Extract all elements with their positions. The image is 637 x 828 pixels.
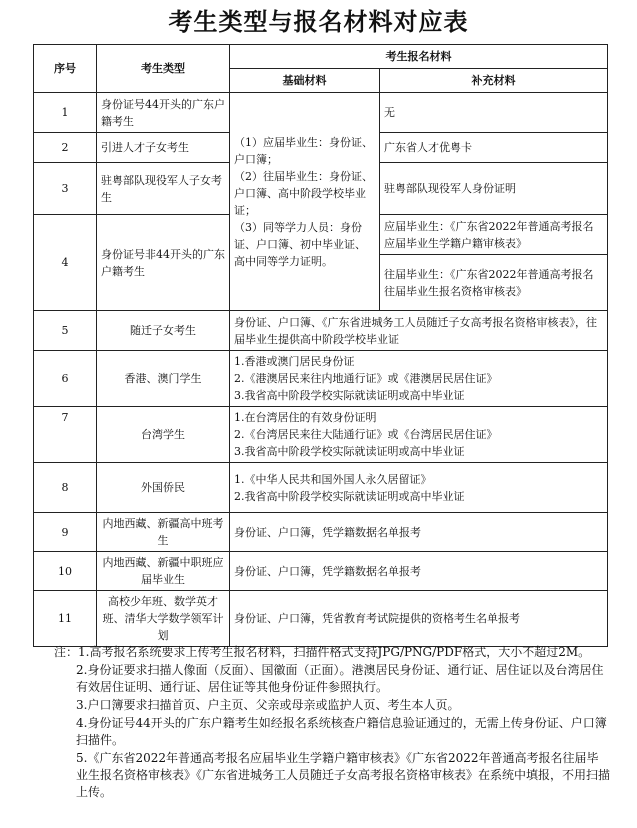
table-row [34, 93, 608, 133]
table-row [34, 311, 608, 351]
notes-section [54, 644, 610, 802]
note-item: 5.《广东省2022年普通高考报名应届毕业生学籍户籍审核表》《广东省2022年普通高考报名往届毕业生报名资格审核表》《广东省进城务工人员随迁子女高考报名资格审核表》在系统中填报，不用扫描上传。 [76, 751, 611, 799]
table-row [34, 463, 608, 513]
header-supplement: 补充材料 [380, 69, 608, 93]
material-line: 1.《中华人民共和国外国人永久居留证》 [234, 472, 432, 486]
row-materials: 身份证、户口簿，凭省教育考试院提供的资格考生名单报考 [230, 591, 608, 647]
row-type: 内地西藏、新疆高中班考生 [97, 513, 230, 552]
header-basic: 基础材料 [230, 69, 380, 93]
material-line: 1.香港或澳门居民身份证 [234, 355, 355, 368]
basic-item: （3）同等学力人员：身份证、户口簿、初中毕业证、高中同等学力证明。 [234, 220, 366, 268]
note-item: 2.身份证要求扫描人像面（反面）、国徽面（正面）。港澳居民身份证、通行证、居住证以及台湾居住有效居住证明、通行证、居住证等其他身份证件参照执行。 [76, 663, 604, 694]
row-number: 10 [34, 552, 97, 591]
row-materials: 身份证、户口簿，凭学籍数据名单报考 [230, 552, 608, 591]
header-materials: 考生报名材料 [230, 45, 608, 69]
row-type: 台湾学生 [97, 407, 230, 463]
row-materials [230, 407, 608, 463]
row-type: 身份证号非44开头的广东户籍考生 [97, 215, 230, 311]
row-supplement: 无 [380, 93, 608, 133]
row-type: 随迁子女考生 [97, 311, 230, 351]
table-row [34, 407, 608, 463]
row-type: 外国侨民 [97, 463, 230, 513]
material-line: 2.《港澳居民来往内地通行证》或《港澳居民居住证》 [234, 372, 498, 385]
header-type: 考生类型 [97, 45, 230, 93]
row-type: 高校少年班、数学英才班、清华大学数学领军计划 [97, 591, 230, 647]
row-number: 4 [34, 215, 97, 311]
page-title: 考生类型与报名材料对应表 [168, 7, 469, 36]
row-number: 3 [34, 163, 97, 215]
table-row [34, 552, 608, 591]
row-type: 内地西藏、新疆中职班应届毕业生 [97, 552, 230, 591]
note-item: 3.户口簿要求扫描首页、户主页、父亲或母亲或监护人页、考生本人页。 [76, 698, 460, 712]
row-supplement: 往届毕业生：《广东省2022年普通高考报名往届毕业生报名资格审核表》 [380, 255, 608, 311]
row-type: 香港、澳门学生 [97, 351, 230, 407]
row-type: 引进人才子女考生 [97, 133, 230, 163]
header-seq: 序号 [34, 45, 97, 93]
row-number: 1 [34, 93, 97, 133]
material-line: 3.我省高中阶段学校实际就读证明或高中毕业证 [234, 445, 465, 458]
notes-label: 注： [54, 645, 79, 659]
row-number: 7 [34, 407, 97, 463]
material-line: 1.在台湾居住的有效身份证明 [234, 411, 377, 424]
material-line: 2.《台湾居民来往大陆通行证》或《台湾居民居住证》 [234, 428, 498, 441]
table-row [34, 351, 608, 407]
row-number: 9 [34, 513, 97, 552]
basic-item: （1）应届毕业生：身份证、户口簿； [234, 135, 373, 166]
row-materials [230, 351, 608, 407]
materials-table [33, 44, 608, 647]
row-materials [230, 463, 608, 513]
row-number: 2 [34, 133, 97, 163]
note-item [54, 644, 610, 661]
basic-item: （2）往届毕业生：身份证、户口簿、高中阶段学校毕业证； [234, 169, 373, 217]
material-line: 3.我省高中阶段学校实际就读证明或高中毕业证 [234, 389, 465, 402]
row-materials: 身份证、户口簿、《广东省进城务工人员随迁子女高考报名资格审核表》，往届毕业生提供高中阶段学校毕业证 [230, 311, 608, 351]
table-row [34, 513, 608, 552]
row-number: 5 [34, 311, 97, 351]
row-number: 8 [34, 463, 97, 513]
shared-basic-materials [230, 93, 380, 311]
row-number: 11 [34, 591, 97, 647]
row-type: 驻粤部队现役军人子女考生 [97, 163, 230, 215]
row-supplement: 驻粤部队现役军人身份证明 [380, 163, 608, 215]
row-materials: 身份证、户口簿，凭学籍数据名单报考 [230, 513, 608, 552]
row-supplement: 应届毕业生：《广东省2022年普通高考报名应届毕业生学籍户籍审核表》 [380, 215, 608, 255]
row-type: 身份证号44开头的广东户籍考生 [97, 93, 230, 133]
table-row [34, 591, 608, 647]
row-number: 6 [34, 351, 97, 407]
row-supplement: 广东省人才优粤卡 [380, 133, 608, 163]
note-item: 4.身份证号44开头的广东户籍考生如经报名系统核查户籍信息验证通过的，无需上传身份证、户口簿扫描件。 [76, 716, 607, 747]
note-text: 1.高考报名系统要求上传考生报名材料，扫描件格式支持JPG/PNG/PDF格式，大小不超过2M。 [78, 645, 591, 659]
material-line: 2.我省高中阶段学校实际就读证明或高中毕业证 [234, 489, 465, 503]
